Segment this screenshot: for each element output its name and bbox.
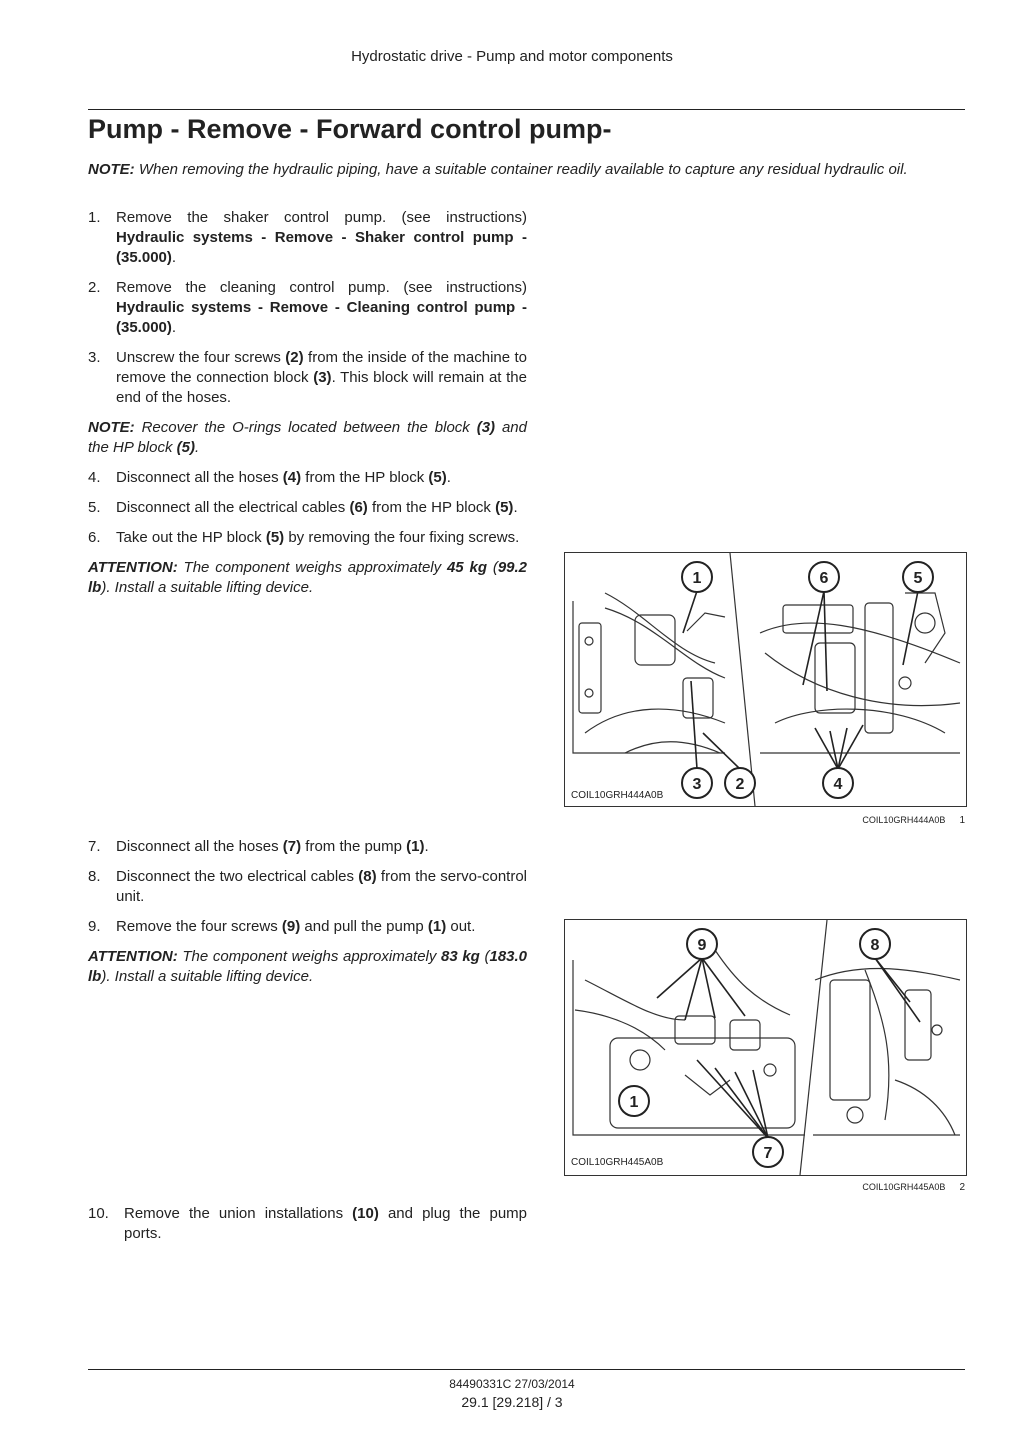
part-ref: (8) [358,868,377,885]
figure-1-code: COIL10GRH444A0B [571,790,664,801]
step-6 [88,528,527,548]
weight-kg: 83 kg [441,948,480,965]
attention-text: ( [484,948,490,965]
attention-note-2 [88,947,527,987]
figure-1-illustration [564,552,967,807]
step-text: from the inside of the machine to remove the connection block [116,349,528,386]
step-number: 3. [88,349,101,366]
page-title: Pump - Remove - Forward control pump- [88,114,612,144]
attention-text: ). Install a suitable lifting device. [101,968,314,985]
part-ref: (9) [281,918,301,935]
step-text: and pull the pump [304,918,424,935]
step-number: 6. [88,529,101,546]
figure-number: 2 [959,1182,965,1193]
callout-3 [682,768,712,798]
step-3 [88,348,527,408]
callout-label: 1 [692,570,702,587]
punctuation: . [171,319,177,336]
step-5 [88,498,527,518]
note-text: and the HP block [88,419,527,456]
part-ref: (2) [285,349,304,366]
step-number: 8. [88,868,101,885]
step-text: Disconnect the two electrical cables [116,868,355,885]
step-number: 5. [88,499,101,516]
weight-lb: 99.2 lb [88,559,528,596]
part-ref: (5) [265,529,285,546]
step-7 [88,837,527,857]
step-1 [88,208,527,268]
figure-2-code: COIL10GRH445A0B [571,1157,664,1168]
callout-1 [682,562,712,592]
step-text: Disconnect all the hoses [116,838,279,855]
callout-4 [823,768,853,798]
step-text: . [446,469,451,486]
top-note [88,160,965,180]
footer-page-number: 29.1 [29.218] / 3 [461,1394,563,1410]
note-label: NOTE: [88,419,135,436]
callout-label: 1 [629,1094,639,1111]
step-text: Take out the HP block [116,529,262,546]
caption-code: COIL10GRH444A0B [862,815,946,825]
part-ref: (3) [313,369,332,386]
step-text: Disconnect all the electrical cables [116,499,346,516]
callout-2 [725,768,755,798]
caption-code: COIL10GRH445A0B [862,1182,946,1192]
step-2 [88,278,527,338]
note-text: . [195,439,200,456]
instruction-column-1 [88,208,527,608]
step-number: 1. [88,209,101,226]
step-4 [88,468,527,488]
step-text: Remove the union installations [124,1205,344,1222]
step-text: from the pump [305,838,402,855]
part-ref: (5) [495,499,514,516]
attention-note-1 [88,558,527,598]
callout-label: 2 [735,776,745,793]
callout-label: 7 [763,1145,773,1162]
callout-1 [619,1086,649,1116]
step-text: and plug the pump ports. [124,1205,527,1242]
callout-label: 9 [697,937,707,954]
step-number: 7. [88,838,101,855]
step-text: Unscrew the four screws [116,349,281,366]
running-header: Hydrostatic drive - Pump and motor components [351,48,673,65]
note-label: NOTE: [88,161,135,178]
cross-reference-link[interactable]: Hydraulic systems - Remove - Shaker control pump - (35.000) [116,229,527,266]
step-text: . [513,499,518,516]
attention-text: ( [492,559,498,576]
step-text: . [424,838,429,855]
footer-document-id: 84490331C 27/03/2014 [449,1377,575,1391]
part-ref: (1) [406,838,425,855]
step-text: Remove the shaker control pump. (see instructions) [116,209,527,226]
step-text: Remove the four screws [116,918,278,935]
callout-label: 8 [870,937,880,954]
o-ring-note [88,418,527,458]
note-text: When removing the hydraulic piping, have a suitable container readily available to capture any residual hydraulic oil. [138,161,908,178]
weight-kg: 45 kg [446,559,487,576]
note-text: Recover the O-rings located between the block [141,419,470,436]
instruction-column-3 [88,1204,527,1254]
step-10 [88,1204,527,1244]
weight-lb: 183.0 lb [88,948,528,985]
figure-1-caption [564,815,965,826]
callout-label: 4 [833,776,843,793]
step-8 [88,867,527,907]
figure-number: 1 [959,815,965,826]
step-text: out. [450,918,476,935]
part-ref: (6) [349,499,368,516]
callout-label: 5 [913,570,923,587]
step-text: Remove the cleaning control pump. (see instructions) [116,279,527,296]
step-text: . This block will remain at the end of the hoses. [116,369,527,406]
attention-text: The component weighs approximately [182,948,437,965]
attention-label: ATTENTION: [88,559,178,576]
attention-label: ATTENTION: [88,948,178,965]
callout-label: 6 [819,570,829,587]
figure-2-caption [564,1182,965,1193]
step-text: from the HP block [305,469,425,486]
step-text: from the servo-control unit. [116,868,528,905]
attention-text: ). Install a suitable lifting device. [101,579,314,596]
step-number: 2. [88,279,101,296]
cross-reference-link[interactable]: Hydraulic systems - Remove - Cleaning control pump - (35.000) [116,299,527,336]
punctuation: . [171,249,177,266]
attention-text: The component weighs approximately [183,559,442,576]
callout-9 [687,929,717,959]
part-ref: (5) [176,439,196,456]
callout-7 [753,1137,783,1167]
pane-divider [800,920,827,1175]
part-ref: (5) [428,469,447,486]
callout-5 [903,562,933,592]
step-number: 9. [88,918,101,935]
instruction-column-2 [88,837,527,997]
figure-2-drawing [565,920,966,1175]
callout-label: 3 [692,776,702,793]
part-ref: (1) [427,918,447,935]
step-number: 4. [88,469,101,486]
figure-1-drawing [565,553,966,806]
figure-2-illustration [564,919,967,1176]
step-number: 10. [88,1205,109,1222]
callout-6 [809,562,839,592]
footer-rule [88,1369,965,1370]
callout-8 [860,929,890,959]
part-ref: (4) [282,469,302,486]
step-9 [88,917,527,937]
header-rule [88,109,965,110]
part-ref: (3) [476,419,496,436]
step-text: from the HP block [371,499,491,516]
part-ref: (7) [282,838,302,855]
step-text: Disconnect all the hoses [116,469,279,486]
part-ref: (10) [352,1205,379,1222]
step-text: by removing the four fixing screws. [288,529,520,546]
